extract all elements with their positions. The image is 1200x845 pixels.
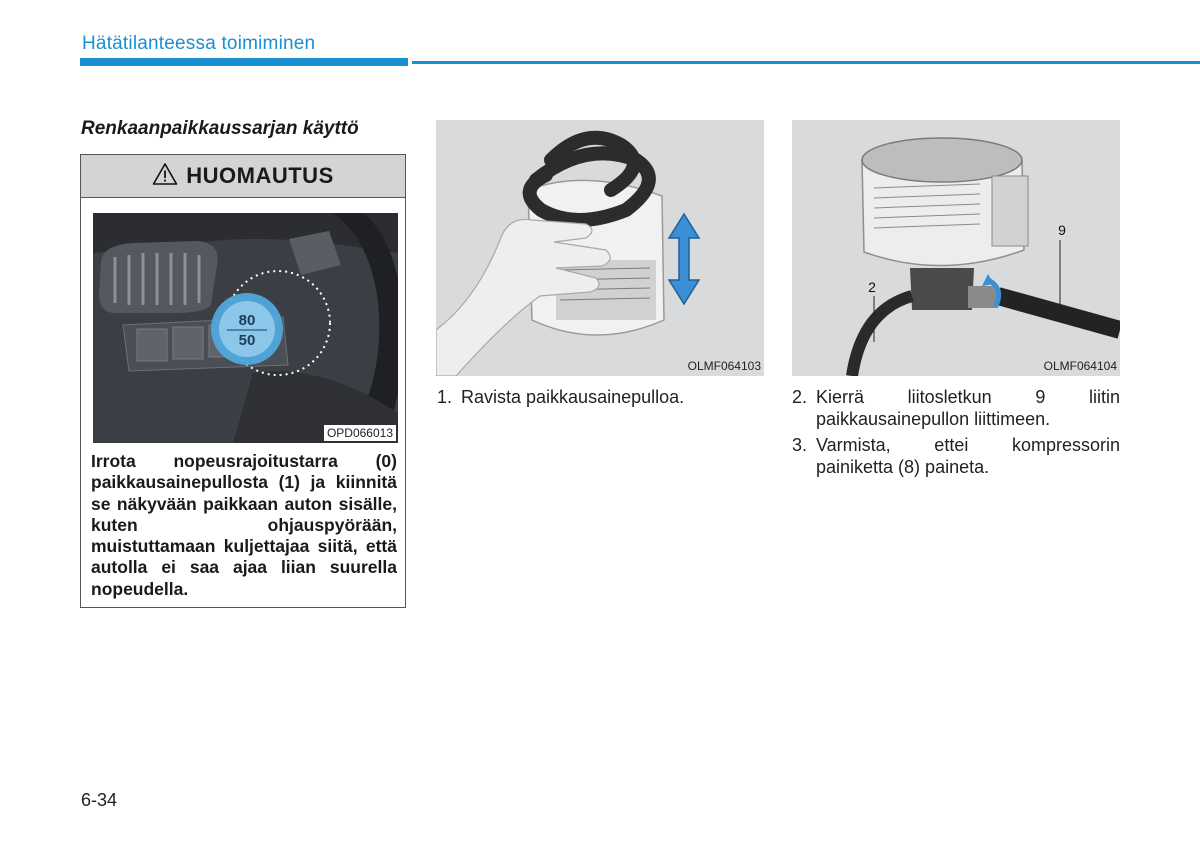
step-text: Kierrä liitosletkun 9 liitin paikkausainepullon liittimeen. — [816, 387, 1120, 429]
step-item — [437, 386, 757, 408]
figure-caption: OPD066013 — [324, 425, 396, 441]
notice-label: HUOMAUTUS — [186, 163, 334, 188]
notice-box — [80, 154, 406, 608]
step-item — [792, 434, 1120, 478]
sticker-speed-80: 80 — [238, 312, 256, 329]
figure-caption: OLMF064103 — [687, 359, 761, 373]
callout-9: 9 — [1058, 222, 1066, 238]
step-item — [792, 386, 1120, 430]
warning-triangle-icon — [152, 162, 178, 191]
header-rule-thick — [80, 58, 408, 66]
notice-text: Irrota nopeusrajoitustarra (0) paikkausainepullosta (1) ja kiinnitä se näkyvään paikkaan auton sisälle, kuten ohjauspyörään, muistuttamaan kuljettajaa siitä, että autolla ei saa ajaa liian suurella nopeudella. — [91, 451, 397, 599]
hose-connection-illustration — [792, 120, 1120, 376]
figure-caption: OLMF064104 — [1043, 359, 1117, 373]
callout-2: 2 — [868, 279, 876, 295]
running-header-title: Hätätilanteessa toimiminen — [82, 33, 316, 54]
page-number: 6-34 — [81, 790, 118, 810]
step-number: 1. — [437, 387, 453, 407]
notice-header — [81, 155, 405, 198]
step-text: Varmista, ettei kompressorin painiketta (8) paineta. — [816, 435, 1120, 477]
header-rule-thin — [412, 61, 1200, 64]
step-number: 2. — [792, 387, 808, 407]
dashboard-sticker-illustration — [93, 213, 398, 443]
step-text: Ravista paikkausainepulloa. — [461, 387, 685, 407]
sticker-speed-50: 50 — [238, 332, 256, 349]
shake-bottle-illustration — [436, 120, 764, 376]
step-number: 3. — [792, 435, 808, 455]
section-title: Renkaanpaikkaussarjan käyttö — [81, 118, 359, 139]
